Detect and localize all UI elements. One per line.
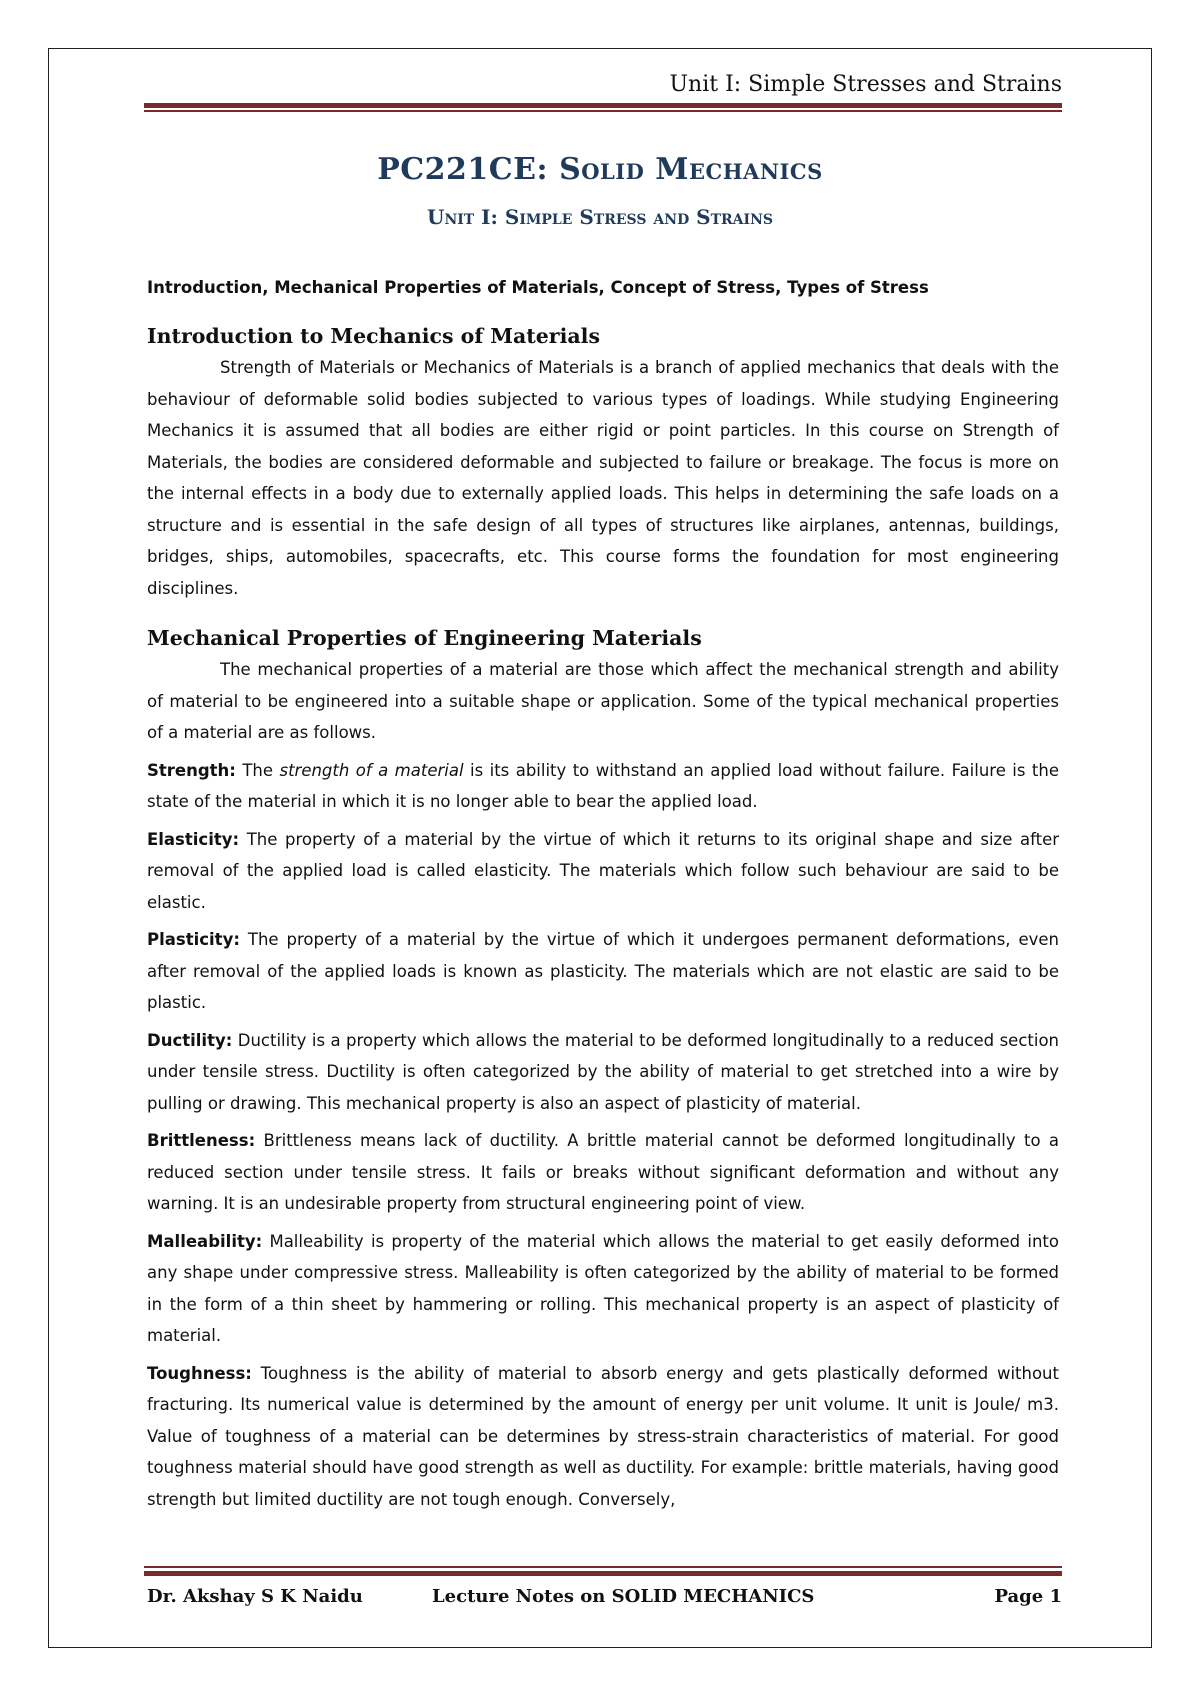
running-header: Unit I: Simple Stresses and Strains [669,72,1062,97]
term-plasticity: Plasticity: [147,930,240,949]
property-toughness [147,1358,1059,1516]
main-content [147,324,1059,1515]
topics-line: Introduction, Mechanical Properties of Materials, Concept of Stress, Types of Stress [147,278,929,297]
header-rule-thin [144,110,1062,112]
term-toughness: Toughness: [147,1363,252,1383]
property-strength [147,755,1059,818]
document-title-text: PC221CE: Solid Mechanics [377,152,823,187]
section-heading-mech-props: Mechanical Properties of Engineering Materials [147,626,702,650]
plasticity-text: The property of a material by the virtue of which it undergoes permanent deformations, even after removal of the applied loads is known as plasticity. The materials which are not elastic are said to be plastic. [147,930,1059,1012]
term-elasticity: Elasticity: [147,829,240,849]
intro-paragraph: Strength of Materials or Mechanics of Materials is a branch of applied mechanics that deals with the behaviour of deformable solid bodies subjected to various types of loadings. While studying Engineering Mechanics it is assumed that all bodies are either rigid or point particles. In this course on Strength of Materials, the bodies are considered deformable and subjected to failure or breakage. The focus is more on the internal effects in a body due to externally applied loads. This helps in determining the safe loads on a structure and is essential in the safe design of all types of structures like airplanes, antennas, buildings, bridges, ships, automobiles, spacecrafts, etc. This course forms the foundation for most engineering disciplines. [147,358,1059,598]
property-ductility [147,1025,1059,1120]
footer-rule-thin [144,1566,1062,1568]
term-brittleness: Brittleness: [147,1131,256,1150]
document-subtitle-text: Unit I: Simple Stress and Strains [427,205,773,229]
term-ductility: Ductility: [147,1030,233,1050]
footer-page-number: Page 1 [994,1586,1062,1607]
malleability-text: Malleability is property of the material which allows the material to get easily deformed into any shape under compressive stress. Malleability is often categorized by the ability of material to be formed in the form of a thin sheet by hammering or rolling. This mechanical property is an aspect of plasticity of material. [147,1231,1059,1345]
term-strength: Strength: [147,760,236,780]
property-elasticity [147,824,1059,919]
property-brittleness [147,1125,1059,1220]
strength-italic: strength of a material [279,760,464,780]
ductility-text: Ductility is a property which allows the material to be deformed longitudinally to a reduced section under tensile stress. Ductility is often categorized by the ability of material to get stretched into a wire by pulling or drawing. This mechanical property is also an aspect of plasticity of material. [147,1030,1059,1113]
header-rule [144,103,1062,108]
property-malleability [147,1226,1059,1352]
section-heading-intro: Introduction to Mechanics of Materials [147,324,600,348]
brittleness-text: Brittleness means lack of ductility. A brittle material cannot be deformed longitudinally to a reduced section under tensile stress. It fails or breaks without significant deformation and without any warning. It is an undesirable property from structural engineering point of view. [147,1131,1059,1213]
footer-rule [144,1571,1062,1576]
document-title [0,152,1200,187]
strength-post: is its ability to withstand an applied load without failure. Failure is the state of the material in which it is no longer able to bear the applied load. [147,760,1059,811]
property-plasticity [147,924,1059,1019]
mech-props-paragraph: The mechanical properties of a material are those which affect the mechanical strength and ability of material to be engineered into a suitable shape or application. Some of the typical mechanical properties of a material are as follows. [147,660,1059,742]
footer-author: Dr. Akshay S K Naidu [147,1586,363,1607]
toughness-text: Toughness is the ability of material to absorb energy and gets plastically deformed without fracturing. Its numerical value is determined by the amount of energy per unit volume. It unit is Joule/ m3. Value of toughness of a material can be determines by stress-strain characteristics of material. For good toughness material should have good strength as well as ductility. For example: brittle materials, having good strength but limited ductility are not tough enough. Conversely, [147,1363,1059,1509]
strength-pre: The [235,760,280,780]
term-malleability: Malleability: [147,1231,263,1251]
document-subtitle [0,205,1200,229]
footer-course: Lecture Notes on SOLID MECHANICS [432,1586,815,1607]
elasticity-text: The property of a material by the virtue of which it returns to its original shape and size after removal of the applied load is called elasticity. The materials which follow such behaviour are said to be elastic. [147,829,1059,912]
